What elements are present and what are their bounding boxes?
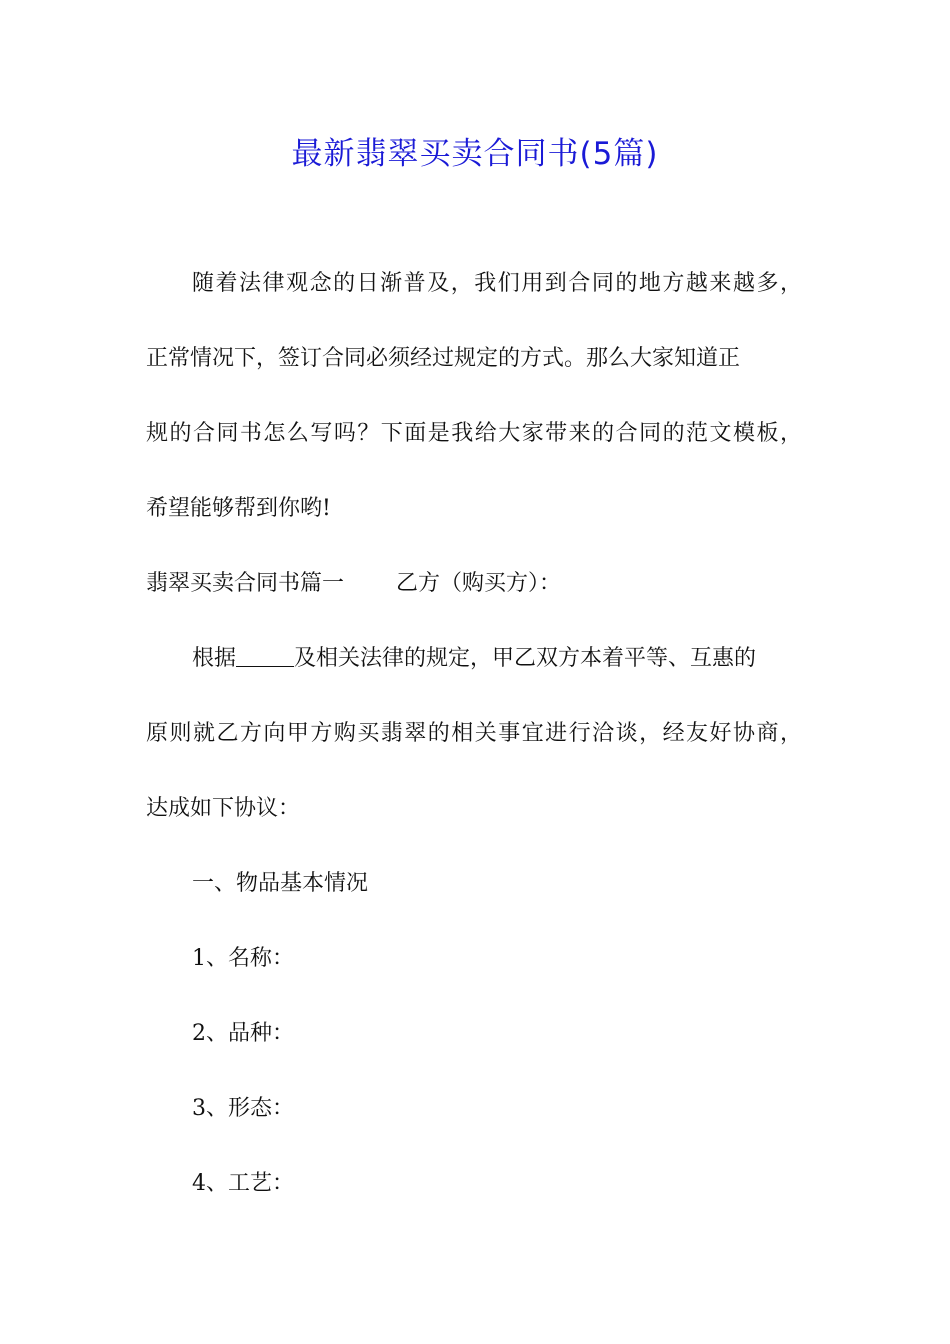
party-b-label: 乙方（购买方）： xyxy=(396,571,562,596)
intro-line-2: 正常情况下，签订合同必须经过规定的方式。那么大家知道正 xyxy=(146,346,741,371)
law-name-blank[interactable] xyxy=(236,646,294,667)
section-heading: 翡翠买卖合同书篇一 xyxy=(146,571,345,596)
item-form: 3、形态： xyxy=(192,1096,294,1121)
document-title: 最新翡翠买卖合同书(5篇) xyxy=(291,136,659,172)
basis-prefix: 根据 xyxy=(192,646,237,671)
basis-line-1 xyxy=(192,643,756,675)
basis-line-3: 达成如下协议： xyxy=(146,796,301,821)
basis-suffix: 及相关法律的规定，甲乙双方本着平等、互惠的 xyxy=(294,646,757,671)
item-craft: 4、工艺： xyxy=(192,1171,294,1196)
item-variety: 2、品种： xyxy=(192,1021,294,1046)
intro-line-4: 希望能够帮到你哟! xyxy=(146,496,331,521)
intro-line-1: 随着法律观念的日渐普及，我们用到合同的地方越来越多， xyxy=(192,271,802,296)
item-name: 1、名称： xyxy=(192,946,294,971)
clause-heading: 一、物品基本情况 xyxy=(192,871,369,896)
basis-line-2: 原则就乙方向甲方购买翡翠的相关事宜进行洽谈，经友好协商， xyxy=(146,721,802,746)
section-heading-line xyxy=(146,568,561,600)
intro-line-3: 规的合同书怎么写吗？下面是我给大家带来的合同的范文模板， xyxy=(146,421,802,446)
